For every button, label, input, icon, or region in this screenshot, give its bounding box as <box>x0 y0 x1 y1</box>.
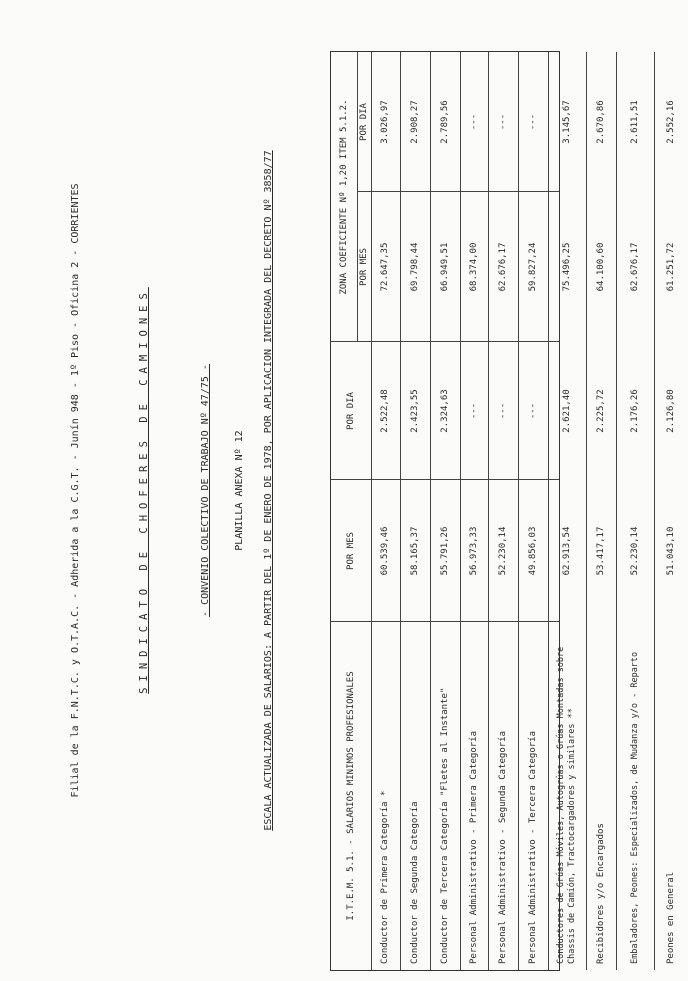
row-por-mes: 51.043,10 <box>665 526 676 576</box>
row-por-mes: 55.791,26 <box>439 526 450 576</box>
row-zona-mes: 69.798,44 <box>409 242 420 292</box>
row-zona-mes: 59.827,24 <box>527 242 538 292</box>
row-label: Personal Administrativo - Primera Categoría <box>468 731 479 964</box>
row-label: Conductor de Segunda Categoría <box>409 801 420 964</box>
row-por-dia: 2.621,40 <box>561 389 572 433</box>
row-por-dia: 2.324,63 <box>439 389 450 433</box>
row-zona-dia: 2.552,16 <box>665 100 676 144</box>
row-por-dia: --- <box>497 402 508 420</box>
row-por-dia: --- <box>468 402 479 420</box>
row-label: Personal Administrativo - Segunda Categoría <box>497 731 508 964</box>
row-por-mes: 49.856,03 <box>527 526 538 576</box>
row-zona-dia: 2.670,86 <box>595 100 606 144</box>
convention-title: - CONVENIO COLECTIVO DE TRABAJO Nº 47/75 - <box>200 364 211 617</box>
row-label: Conductor de Primera Categoría * <box>380 790 390 964</box>
affiliation-line: Filial de la F.N.T.C. y O.T.A.C. - Adherida a la C.G.T. - Junín 948 - 1º Piso - Oficina 2 - CORRIENTES <box>70 183 81 798</box>
row-por-mes: 60.539,46 <box>380 526 390 576</box>
row-label: Conductor de Tercera Categoría "Fletes al Instante" <box>439 687 450 964</box>
row-label: Peones en General <box>665 871 676 964</box>
row-zona-dia: --- <box>527 113 538 131</box>
scale-title: ESCALA ACTUALIZADA DE SALARIOS: A PARTIR DEL 1º DE ENERO DE 1978, POR APLICACION INTEGRADA DEL DECRETO Nº 3858/77 <box>263 150 274 831</box>
header-zona: ZONA COEFICIENTE Nº 1,20 ITEM 5.1.2. <box>338 99 349 295</box>
row-zona-mes: 61.251,72 <box>665 242 676 292</box>
row-zona-dia: 3.026,97 <box>380 100 390 144</box>
row-zona-mes: 62.676,17 <box>629 242 640 292</box>
union-title: SINDICATO DE CHOFERES DE CAMIONES <box>138 287 150 694</box>
row-por-mes: 52.230,14 <box>497 526 508 576</box>
row-por-mes: 58.165,37 <box>409 526 420 576</box>
row-por-dia: 2.522,48 <box>380 389 390 433</box>
row-zona-dia: --- <box>468 113 479 131</box>
header-item: I.T.E.M. 5.1. - SALARIOS MINIMOS PROFESIONALES <box>345 671 356 921</box>
row-zona-mes: 62.676,17 <box>497 242 508 292</box>
row-zona-dia: --- <box>497 113 508 131</box>
row-por-dia: 2.423,55 <box>409 389 420 433</box>
row-por-dia: 2.176,26 <box>629 389 640 433</box>
header-mes: POR MES <box>345 532 356 570</box>
annex-title: PLANILLA ANEXA Nº 12 <box>234 430 245 551</box>
header-zona-dia: POR DIA <box>358 103 369 141</box>
row-por-mes: 62.913,54 <box>561 526 572 576</box>
header-dia: POR DIA <box>345 392 356 430</box>
header-zona-mes: POR MES <box>358 248 369 286</box>
row-zona-mes: 75.496,25 <box>561 242 572 292</box>
row-zona-mes: 68.374,00 <box>468 242 479 292</box>
salary-table <box>330 51 676 971</box>
row-label: Recibidores y/o Encargados <box>595 823 606 964</box>
row-zona-mes: 66.949,51 <box>439 242 450 292</box>
row-label: Embaladores, Peones: Especializados, de Mudanza y/o - Reparto <box>629 651 640 964</box>
row-zona-dia: 2.789,56 <box>439 100 450 144</box>
row-por-mes: 52.230,14 <box>629 526 640 576</box>
row-por-mes: 56.973,33 <box>468 526 479 576</box>
row-zona-dia: 2.611,51 <box>629 100 640 144</box>
row-zona-mes: 64.100,60 <box>595 242 606 292</box>
row-zona-dia: 2.908,27 <box>409 100 420 144</box>
row-por-dia: 2.126,80 <box>665 389 676 433</box>
row-zona-mes: 72.647,35 <box>380 242 390 292</box>
row-label: Personal Administrativo - Tercera Categoría <box>527 731 538 964</box>
row-por-dia: --- <box>527 402 538 420</box>
row-label: Conductores de Grúas Móviles, Autogrúas o Grúas Montadas sobre Chassis de Camión, Tractocargadores y similares ** <box>556 646 577 964</box>
row-por-dia: 2.225,72 <box>595 389 606 433</box>
row-por-mes: 53.417,17 <box>595 526 606 576</box>
row-zona-dia: 3.145,67 <box>561 100 572 144</box>
